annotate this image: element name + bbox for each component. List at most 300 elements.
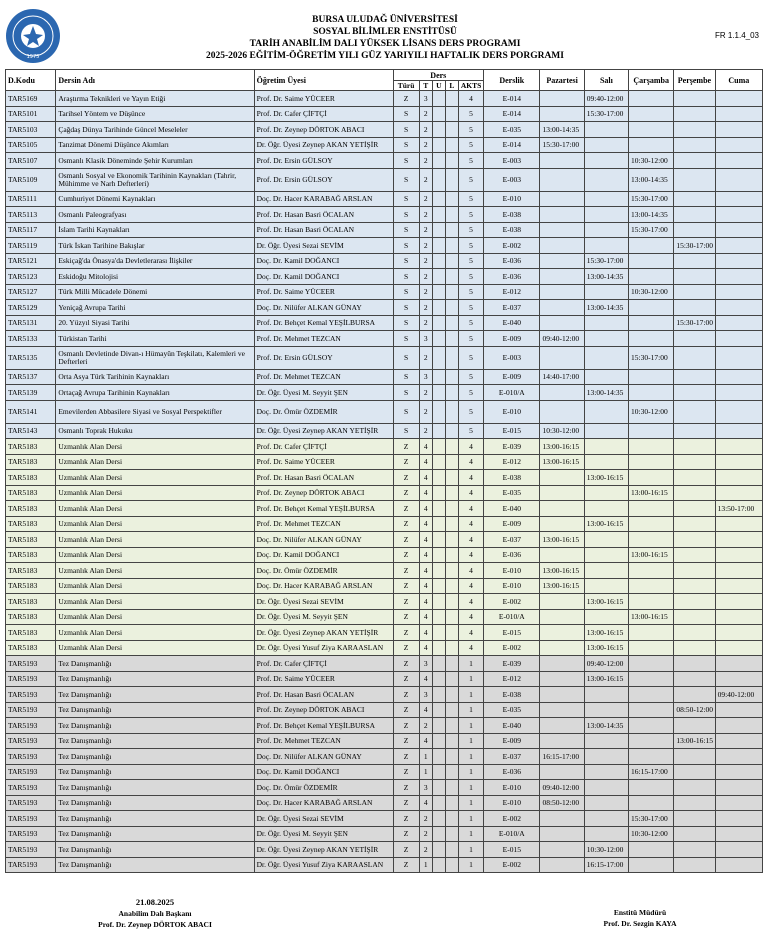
thursday-slot xyxy=(674,470,715,486)
instructor: Doç. Dr. Hacer KARABAĞ ARSLAN xyxy=(254,795,393,811)
lab-hours xyxy=(445,153,458,169)
footer-department-head xyxy=(90,897,220,930)
wednesday-slot xyxy=(629,687,674,703)
course-name: Tez Danışmanlığı xyxy=(56,857,254,873)
course-type: S xyxy=(393,284,419,300)
monday-slot xyxy=(540,656,584,672)
akts-credit: 5 xyxy=(458,168,483,191)
instructor: Prof. Dr. Ersin GÜLSOY xyxy=(254,168,393,191)
instructor: Doç. Dr. Kamil DOĞANCI xyxy=(254,764,393,780)
thursday-slot xyxy=(674,369,715,385)
course-name: Emevilerden Abbasilere Siyasi ve Sosyal Perspektifler xyxy=(56,400,254,423)
tuesday-slot: 09:40-12:00 xyxy=(584,91,628,107)
theory-hours: 4 xyxy=(419,563,432,579)
table-row xyxy=(6,578,763,594)
thursday-slot xyxy=(674,532,715,548)
tuesday-slot xyxy=(584,423,628,439)
practice-hours xyxy=(432,702,445,718)
wednesday-slot xyxy=(629,369,674,385)
friday-slot xyxy=(715,625,762,641)
practice-hours xyxy=(432,764,445,780)
akts-credit: 1 xyxy=(458,811,483,827)
classroom: E-040 xyxy=(484,315,540,331)
thursday-slot xyxy=(674,207,715,223)
tuesday-slot xyxy=(584,795,628,811)
theory-hours: 2 xyxy=(419,207,432,223)
practice-hours xyxy=(432,780,445,796)
friday-slot xyxy=(715,780,762,796)
tuesday-slot: 13:00-16:15 xyxy=(584,516,628,532)
table-row xyxy=(6,439,763,455)
course-code: TAR5183 xyxy=(6,640,56,656)
instructor: Prof. Dr. Zeynep DÖRTOK ABACI xyxy=(254,122,393,138)
classroom: E-035 xyxy=(484,122,540,138)
course-name: Tez Danışmanlığı xyxy=(56,733,254,749)
akts-credit: 4 xyxy=(458,594,483,610)
lab-hours xyxy=(445,702,458,718)
lab-hours xyxy=(445,300,458,316)
course-name: Türk Milli Mücadele Dönemi xyxy=(56,284,254,300)
course-type: S xyxy=(393,253,419,269)
table-row xyxy=(6,269,763,285)
thursday-slot xyxy=(674,563,715,579)
friday-slot xyxy=(715,385,762,401)
akts-credit: 4 xyxy=(458,485,483,501)
practice-hours xyxy=(432,253,445,269)
thursday-slot xyxy=(674,91,715,107)
friday-slot xyxy=(715,106,762,122)
course-type: S xyxy=(393,346,419,369)
tuesday-slot: 15:30-17:00 xyxy=(584,106,628,122)
course-code: TAR5103 xyxy=(6,122,56,138)
university-logo xyxy=(5,8,61,64)
lab-hours xyxy=(445,91,458,107)
classroom: E-037 xyxy=(484,749,540,765)
practice-hours xyxy=(432,516,445,532)
classroom: E-002 xyxy=(484,238,540,254)
classroom: E-009 xyxy=(484,733,540,749)
thursday-slot xyxy=(674,516,715,532)
friday-slot xyxy=(715,369,762,385)
lab-hours xyxy=(445,439,458,455)
monday-slot xyxy=(540,222,584,238)
lab-hours xyxy=(445,454,458,470)
akts-credit: 4 xyxy=(458,532,483,548)
course-name: Uzmanlık Alan Dersi xyxy=(56,594,254,610)
table-row xyxy=(6,516,763,532)
lab-hours xyxy=(445,733,458,749)
practice-hours xyxy=(432,640,445,656)
course-type: S xyxy=(393,300,419,316)
course-type: Z xyxy=(393,594,419,610)
instructor: Doç. Dr. Hacer KARABAĞ ARSLAN xyxy=(254,191,393,207)
course-code: TAR5183 xyxy=(6,470,56,486)
instructor: Dr. Öğr. Üyesi Sezai SEVİM xyxy=(254,594,393,610)
theory-hours: 2 xyxy=(419,284,432,300)
thursday-slot xyxy=(674,594,715,610)
thursday-slot xyxy=(674,400,715,423)
course-name: Uzmanlık Alan Dersi xyxy=(56,547,254,563)
course-name: Eskidoğu Mitolojisi xyxy=(56,269,254,285)
lab-hours xyxy=(445,718,458,734)
tuesday-slot xyxy=(584,749,628,765)
monday-slot xyxy=(540,400,584,423)
theory-hours: 2 xyxy=(419,168,432,191)
monday-slot: 13:00-14:35 xyxy=(540,122,584,138)
wednesday-slot xyxy=(629,470,674,486)
akts-credit: 5 xyxy=(458,300,483,316)
theory-hours: 4 xyxy=(419,485,432,501)
theory-hours: 4 xyxy=(419,733,432,749)
wednesday-slot: 10:30-12:00 xyxy=(629,826,674,842)
thursday-slot xyxy=(674,284,715,300)
friday-slot xyxy=(715,122,762,138)
akts-credit: 1 xyxy=(458,656,483,672)
classroom: E-010 xyxy=(484,578,540,594)
practice-hours xyxy=(432,439,445,455)
course-code: TAR5193 xyxy=(6,842,56,858)
wednesday-slot xyxy=(629,137,674,153)
practice-hours xyxy=(432,718,445,734)
akts-credit: 4 xyxy=(458,516,483,532)
instructor: Doç. Dr. Nilüfer ALKAN GÜNAY xyxy=(254,532,393,548)
course-name: Türk İskan Tarihine Bakışlar xyxy=(56,238,254,254)
monday-slot xyxy=(540,857,584,873)
course-code: TAR5131 xyxy=(6,315,56,331)
tuesday-slot: 13:00-16:15 xyxy=(584,640,628,656)
course-code: TAR5143 xyxy=(6,423,56,439)
classroom: E-035 xyxy=(484,702,540,718)
classroom: E-002 xyxy=(484,640,540,656)
department-head-role: Anabilim Dalı Başkanı xyxy=(118,909,192,918)
thursday-slot xyxy=(674,423,715,439)
tuesday-slot xyxy=(584,780,628,796)
course-code: TAR5121 xyxy=(6,253,56,269)
course-type: Z xyxy=(393,516,419,532)
akts-credit: 1 xyxy=(458,826,483,842)
table-row xyxy=(6,749,763,765)
monday-slot xyxy=(540,811,584,827)
classroom: E-003 xyxy=(484,346,540,369)
schedule-table xyxy=(5,69,763,873)
course-code: TAR5107 xyxy=(6,153,56,169)
course-code: TAR5113 xyxy=(6,207,56,223)
practice-hours xyxy=(432,168,445,191)
monday-slot: 09:40-12:00 xyxy=(540,780,584,796)
classroom: E-010 xyxy=(484,191,540,207)
course-type: S xyxy=(393,191,419,207)
theory-hours: 2 xyxy=(419,315,432,331)
col-teacher: Öğretim Üyesi xyxy=(254,70,393,91)
classroom: E-038 xyxy=(484,470,540,486)
instructor: Dr. Öğr. Üyesi Sezai SEVİM xyxy=(254,238,393,254)
lab-hours xyxy=(445,563,458,579)
course-type: Z xyxy=(393,780,419,796)
course-code: TAR5183 xyxy=(6,578,56,594)
thursday-slot xyxy=(674,687,715,703)
tuesday-slot xyxy=(584,578,628,594)
friday-slot xyxy=(715,470,762,486)
course-type: S xyxy=(393,207,419,223)
schedule-body xyxy=(6,91,763,873)
classroom: E-039 xyxy=(484,656,540,672)
course-code: TAR5193 xyxy=(6,718,56,734)
col-wed: Çarşamba xyxy=(629,70,674,91)
wednesday-slot xyxy=(629,578,674,594)
table-row xyxy=(6,671,763,687)
wednesday-slot xyxy=(629,640,674,656)
practice-hours xyxy=(432,207,445,223)
friday-slot xyxy=(715,168,762,191)
course-type: Z xyxy=(393,842,419,858)
col-fri: Cuma xyxy=(715,70,762,91)
course-name: Tez Danışmanlığı xyxy=(56,826,254,842)
col-akts: AKTS xyxy=(458,81,483,91)
wednesday-slot xyxy=(629,106,674,122)
instructor: Dr. Öğr. Üyesi Zeynep AKAN YETİŞİR xyxy=(254,423,393,439)
course-code: TAR5129 xyxy=(6,300,56,316)
tuesday-slot xyxy=(584,315,628,331)
akts-credit: 5 xyxy=(458,423,483,439)
friday-slot xyxy=(715,207,762,223)
friday-slot xyxy=(715,300,762,316)
akts-credit: 1 xyxy=(458,671,483,687)
lab-hours xyxy=(445,346,458,369)
akts-credit: 5 xyxy=(458,137,483,153)
classroom: E-010/A xyxy=(484,826,540,842)
course-type: Z xyxy=(393,826,419,842)
theory-hours: 2 xyxy=(419,269,432,285)
course-code: TAR5193 xyxy=(6,857,56,873)
practice-hours xyxy=(432,687,445,703)
wednesday-slot xyxy=(629,423,674,439)
practice-hours xyxy=(432,671,445,687)
thursday-slot xyxy=(674,857,715,873)
monday-slot: 09:40-12:00 xyxy=(540,331,584,347)
classroom: E-012 xyxy=(484,454,540,470)
practice-hours xyxy=(432,547,445,563)
monday-slot: 15:30-17:00 xyxy=(540,137,584,153)
wednesday-slot xyxy=(629,842,674,858)
practice-hours xyxy=(432,91,445,107)
thursday-slot xyxy=(674,269,715,285)
theory-hours: 2 xyxy=(419,153,432,169)
monday-slot: 13:00-16:15 xyxy=(540,439,584,455)
thursday-slot: 15:30-17:00 xyxy=(674,315,715,331)
friday-slot xyxy=(715,269,762,285)
classroom: E-038 xyxy=(484,207,540,223)
friday-slot xyxy=(715,609,762,625)
table-row xyxy=(6,284,763,300)
tuesday-slot: 13:00-16:15 xyxy=(584,470,628,486)
lab-hours xyxy=(445,532,458,548)
lab-hours xyxy=(445,501,458,517)
course-code: TAR5183 xyxy=(6,439,56,455)
theory-hours: 4 xyxy=(419,702,432,718)
classroom: E-037 xyxy=(484,300,540,316)
friday-slot xyxy=(715,811,762,827)
wednesday-slot xyxy=(629,718,674,734)
table-row xyxy=(6,191,763,207)
course-name: Tez Danışmanlığı xyxy=(56,702,254,718)
tuesday-slot: 09:40-12:00 xyxy=(584,656,628,672)
friday-slot xyxy=(715,400,762,423)
wednesday-slot xyxy=(629,454,674,470)
table-row xyxy=(6,702,763,718)
lab-hours xyxy=(445,640,458,656)
lab-hours xyxy=(445,207,458,223)
instructor: Doç. Dr. Nilüfer ALKAN GÜNAY xyxy=(254,300,393,316)
monday-slot xyxy=(540,207,584,223)
monday-slot: 16:15-17:00 xyxy=(540,749,584,765)
course-code: TAR5139 xyxy=(6,385,56,401)
theory-hours: 4 xyxy=(419,578,432,594)
table-row xyxy=(6,470,763,486)
wednesday-slot xyxy=(629,780,674,796)
table-row xyxy=(6,532,763,548)
course-code: TAR5127 xyxy=(6,284,56,300)
lab-hours xyxy=(445,470,458,486)
monday-slot xyxy=(540,238,584,254)
akts-credit: 5 xyxy=(458,331,483,347)
table-row xyxy=(6,826,763,842)
thursday-slot xyxy=(674,253,715,269)
course-type: S xyxy=(393,137,419,153)
table-row xyxy=(6,300,763,316)
thursday-slot xyxy=(674,300,715,316)
wednesday-slot xyxy=(629,857,674,873)
monday-slot xyxy=(540,826,584,842)
thursday-slot xyxy=(674,106,715,122)
classroom: E-002 xyxy=(484,811,540,827)
akts-credit: 4 xyxy=(458,91,483,107)
course-code: TAR5109 xyxy=(6,168,56,191)
course-code: TAR5193 xyxy=(6,656,56,672)
tuesday-slot xyxy=(584,207,628,223)
course-name: Uzmanlık Alan Dersi xyxy=(56,532,254,548)
course-name: Osmanlı Paleografyası xyxy=(56,207,254,223)
monday-slot xyxy=(540,842,584,858)
friday-slot xyxy=(715,191,762,207)
course-type: Z xyxy=(393,764,419,780)
tuesday-slot xyxy=(584,439,628,455)
tuesday-slot xyxy=(584,331,628,347)
akts-credit: 5 xyxy=(458,284,483,300)
theory-hours: 4 xyxy=(419,640,432,656)
instructor: Doç. Dr. Kamil DOĞANCI xyxy=(254,253,393,269)
monday-slot xyxy=(540,687,584,703)
lab-hours xyxy=(445,656,458,672)
akts-credit: 4 xyxy=(458,454,483,470)
course-name: Tez Danışmanlığı xyxy=(56,842,254,858)
friday-slot xyxy=(715,315,762,331)
col-room: Derslik xyxy=(484,70,540,91)
course-type: Z xyxy=(393,749,419,765)
lab-hours xyxy=(445,137,458,153)
friday-slot xyxy=(715,137,762,153)
thursday-slot: 13:00-16:15 xyxy=(674,733,715,749)
classroom: E-036 xyxy=(484,253,540,269)
instructor: Prof. Dr. Hasan Basri ÖCALAN xyxy=(254,470,393,486)
thursday-slot xyxy=(674,826,715,842)
course-type: Z xyxy=(393,532,419,548)
practice-hours xyxy=(432,423,445,439)
tuesday-slot xyxy=(584,238,628,254)
wednesday-slot xyxy=(629,122,674,138)
course-type: S xyxy=(393,385,419,401)
course-type: Z xyxy=(393,733,419,749)
lab-hours xyxy=(445,671,458,687)
wednesday-slot xyxy=(629,501,674,517)
course-name: Uzmanlık Alan Dersi xyxy=(56,485,254,501)
friday-slot xyxy=(715,485,762,501)
instructor: Prof. Dr. Cafer ÇİFTÇİ xyxy=(254,656,393,672)
course-code: TAR5183 xyxy=(6,485,56,501)
theory-hours: 4 xyxy=(419,625,432,641)
course-name: Uzmanlık Alan Dersi xyxy=(56,470,254,486)
instructor: Prof. Dr. Behçet Kemal YEŞİLBURSA xyxy=(254,315,393,331)
friday-slot xyxy=(715,857,762,873)
course-type: S xyxy=(393,423,419,439)
lab-hours xyxy=(445,547,458,563)
tuesday-slot xyxy=(584,733,628,749)
monday-slot xyxy=(540,106,584,122)
col-u: U xyxy=(432,81,445,91)
practice-hours xyxy=(432,369,445,385)
table-row xyxy=(6,91,763,107)
wednesday-slot xyxy=(629,385,674,401)
wednesday-slot xyxy=(629,594,674,610)
course-type: Z xyxy=(393,857,419,873)
theory-hours: 2 xyxy=(419,346,432,369)
table-row xyxy=(6,207,763,223)
instructor: Prof. Dr. Hasan Basri ÖCALAN xyxy=(254,207,393,223)
classroom: E-010 xyxy=(484,563,540,579)
friday-slot xyxy=(715,826,762,842)
wednesday-slot xyxy=(629,563,674,579)
course-type: Z xyxy=(393,563,419,579)
table-row xyxy=(6,153,763,169)
wednesday-slot xyxy=(629,253,674,269)
svg-text:1975: 1975 xyxy=(26,54,40,60)
tuesday-slot xyxy=(584,485,628,501)
table-row xyxy=(6,137,763,153)
akts-credit: 4 xyxy=(458,470,483,486)
tuesday-slot: 13:00-16:15 xyxy=(584,625,628,641)
institute-name: SOSYAL BİLİMLER ENSTİTÜSÜ xyxy=(313,27,457,37)
theory-hours: 4 xyxy=(419,609,432,625)
tuesday-slot xyxy=(584,191,628,207)
instructor: Dr. Öğr. Üyesi Zeynep AKAN YETİŞİR xyxy=(254,137,393,153)
friday-slot xyxy=(715,284,762,300)
practice-hours xyxy=(432,122,445,138)
instructor: Doç. Dr. Kamil DOĞANCI xyxy=(254,547,393,563)
col-code: D.Kodu xyxy=(6,70,56,91)
col-mon: Pazartesi xyxy=(540,70,584,91)
classroom: E-009 xyxy=(484,369,540,385)
friday-slot xyxy=(715,547,762,563)
lab-hours xyxy=(445,222,458,238)
course-type: S xyxy=(393,315,419,331)
course-type: Z xyxy=(393,625,419,641)
wednesday-slot: 10:30-12:00 xyxy=(629,153,674,169)
instructor: Prof. Dr. Mehmet TEZCAN xyxy=(254,516,393,532)
form-code: FR 1.1.4_03 xyxy=(714,31,759,40)
table-row xyxy=(6,485,763,501)
monday-slot xyxy=(540,470,584,486)
theory-hours: 4 xyxy=(419,516,432,532)
course-name: Tez Danışmanlığı xyxy=(56,764,254,780)
